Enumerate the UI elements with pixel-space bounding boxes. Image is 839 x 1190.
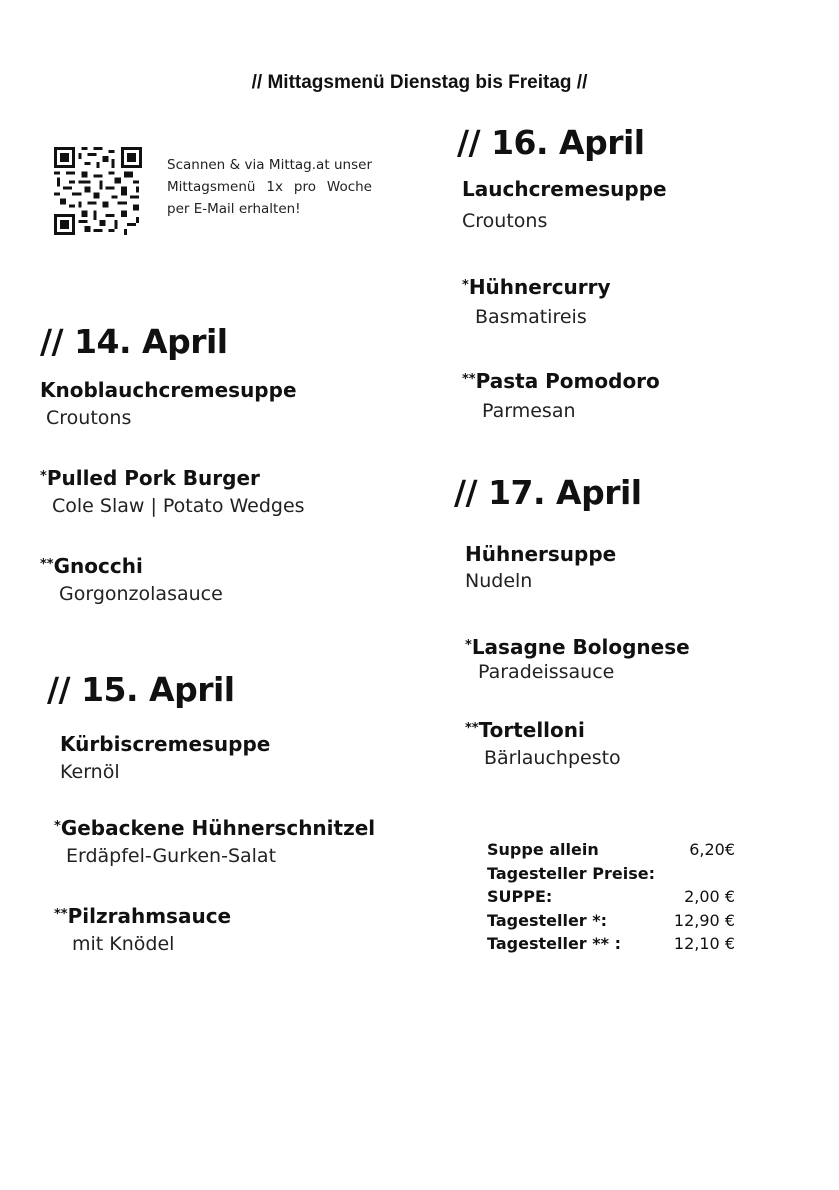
main1-name: Gebackene Hühnerschnitzel xyxy=(60,816,376,840)
qr-instructions: Scannen & via Mittag.at unser Mittagsmenü 1x pro Woche per E-Mail erhalten! xyxy=(167,157,372,217)
price-value: 12,10 € xyxy=(673,934,735,953)
main1-item xyxy=(54,816,375,840)
date-heading-april15: // 15. April xyxy=(47,670,235,709)
soup-side: Nudeln xyxy=(465,570,533,592)
main2-name: Pilzrahmsauce xyxy=(67,904,232,928)
price-value: 2,00 € xyxy=(684,887,735,906)
price-heading-row xyxy=(487,862,735,886)
star-marker: ** xyxy=(465,721,479,736)
price-value: 12,90 € xyxy=(673,910,735,930)
price-value: 6,20€ xyxy=(689,840,735,859)
price-label: SUPPE: xyxy=(487,887,553,906)
main2-item xyxy=(462,369,660,393)
main1-side: Erdäpfel-Gurken-Salat xyxy=(66,845,277,867)
price-label: Tagesteller ** : xyxy=(487,934,621,953)
soup-name: Knoblauchcremesuppe xyxy=(40,378,297,402)
main2-item xyxy=(40,554,143,578)
qr-code-icon[interactable] xyxy=(54,147,142,235)
price-row-plate1 xyxy=(487,909,735,933)
main2-name: Tortelloni xyxy=(478,718,585,742)
main2-side: Bärlauchpesto xyxy=(484,747,621,769)
price-row-plate2 xyxy=(487,932,735,956)
main2-name: Gnocchi xyxy=(53,554,143,578)
main1-item xyxy=(465,635,690,659)
soup-side: Kernöl xyxy=(60,761,120,783)
soup-name: Kürbiscremesuppe xyxy=(60,732,271,756)
main2-side: Parmesan xyxy=(482,400,576,422)
menu-title: // Mittagsmenü Dienstag bis Freitag // xyxy=(251,72,588,93)
star-marker: * xyxy=(40,469,47,484)
star-marker: ** xyxy=(54,907,68,922)
main2-item xyxy=(465,718,585,742)
main1-item xyxy=(40,466,260,490)
price-row-soup xyxy=(487,885,735,909)
soup-side: Croutons xyxy=(462,210,548,232)
main1-name: Lasagne Bolognese xyxy=(471,635,690,659)
star-marker: * xyxy=(462,278,469,293)
date-heading-april17: // 17. April xyxy=(454,473,642,512)
price-label: Suppe allein xyxy=(487,840,599,859)
main1-name: Pulled Pork Burger xyxy=(46,466,260,490)
main1-side: Paradeissauce xyxy=(478,661,615,683)
soup-name: Lauchcremesuppe xyxy=(462,177,667,201)
date-heading-april14: // 14. April xyxy=(40,322,228,361)
main1-side: Cole Slaw | Potato Wedges xyxy=(52,495,305,517)
main2-side: Gorgonzolasauce xyxy=(59,583,223,605)
star-marker: ** xyxy=(462,372,476,387)
price-list xyxy=(487,838,735,956)
main2-side: mit Knödel xyxy=(72,933,175,955)
main2-item xyxy=(54,904,231,928)
star-marker: * xyxy=(465,638,472,653)
price-heading: Tagesteller Preise: xyxy=(487,863,655,883)
soup-side: Croutons xyxy=(46,407,132,429)
main1-side: Basmatireis xyxy=(475,306,587,328)
main1-item xyxy=(462,275,611,299)
price-row-soup-alone xyxy=(487,838,735,862)
price-label: Tagesteller *: xyxy=(487,910,608,930)
main2-name: Pasta Pomodoro xyxy=(475,369,660,393)
star-marker: ** xyxy=(40,557,54,572)
soup-name: Hühnersuppe xyxy=(465,542,617,566)
main1-name: Hühnercurry xyxy=(468,275,611,299)
star-marker: * xyxy=(54,819,61,834)
date-heading-april16: // 16. April xyxy=(457,123,645,162)
